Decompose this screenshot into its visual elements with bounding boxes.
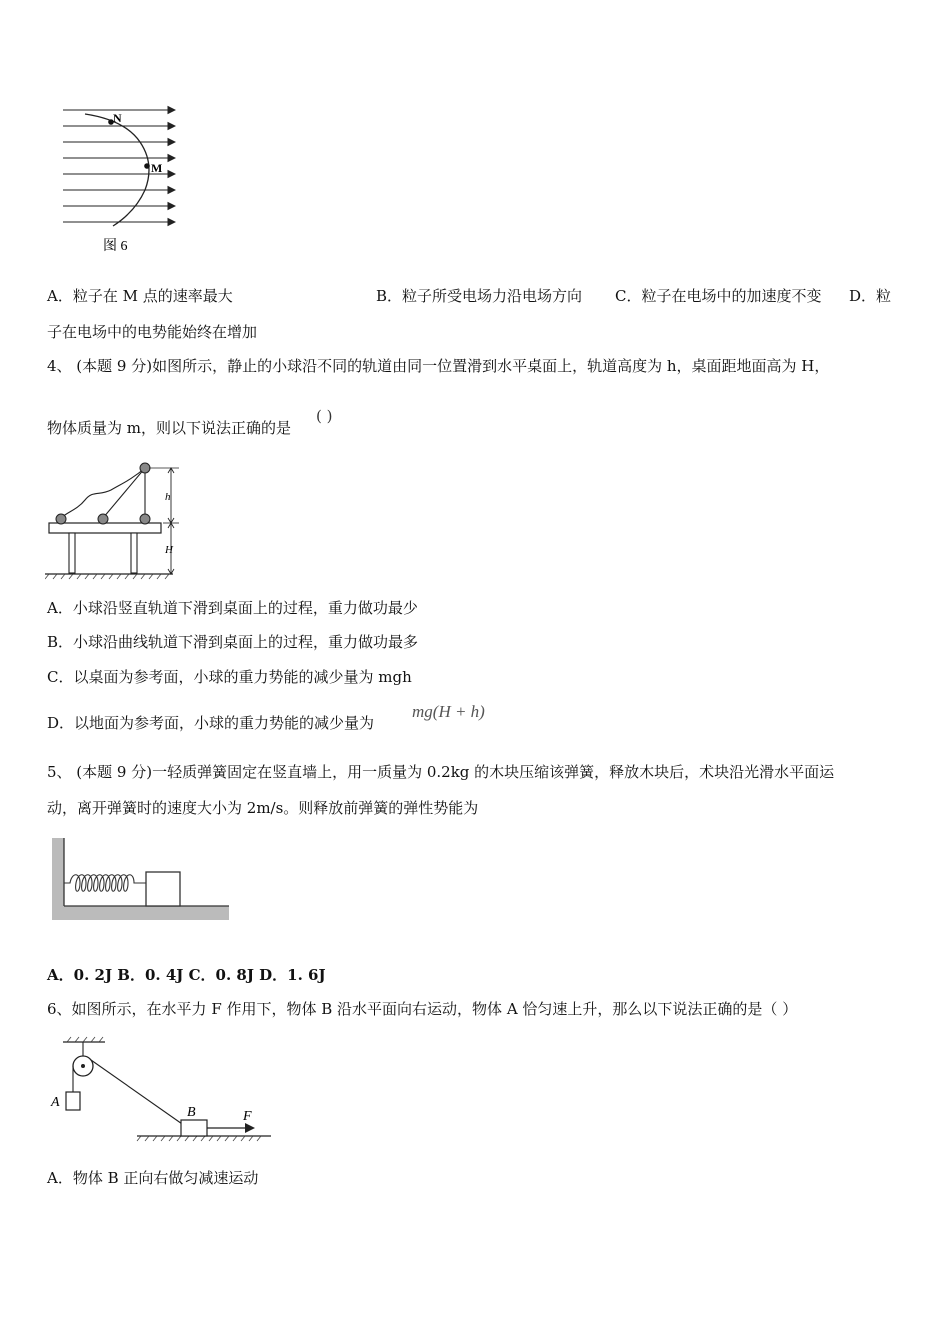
- figure-caption: 图 6: [103, 239, 128, 254]
- q3-option-b: B．粒子所受电场力沿电场方向: [376, 287, 583, 305]
- table-leg-right: [131, 533, 137, 573]
- q4-stem-line1: 4、 (本题 9 分)如图所示，静止的小球沿不同的轨道由同一位置滑到水平桌面上，轨道高度为 h，桌面距地面高为 H，: [47, 357, 830, 375]
- figure-q4-tracks-table: [45, 460, 195, 585]
- rope-b: [91, 1060, 185, 1126]
- ball-middle: [98, 514, 108, 524]
- q4-answer-paren: ( ): [316, 407, 333, 425]
- ball-right: [140, 514, 150, 524]
- q5-stem-line2: 动，离开弹簧时的速度大小为 2m/s。则释放前弹簧的弹性势能为: [47, 799, 479, 817]
- block: [146, 872, 180, 906]
- trajectory-curve: [85, 114, 149, 226]
- q4-option-d: D．以地面为参考面，小球的重力势能的减少量为: [47, 714, 375, 732]
- table-top: [49, 523, 161, 533]
- table-leg-left: [69, 533, 75, 573]
- block-a: [66, 1092, 80, 1110]
- spring: [64, 875, 146, 892]
- q3-option-c: C．粒子在电场中的加速度不变: [615, 287, 822, 305]
- label-a: A: [51, 1095, 60, 1110]
- q3-option-d-head: D．粒: [849, 287, 892, 305]
- wall: [52, 838, 64, 920]
- q5-options: A．0. 2J B．0. 4J C．0. 8J D．1. 6J: [47, 966, 326, 984]
- label-big-h: H: [165, 544, 173, 556]
- curved-track: [61, 468, 145, 518]
- q3-option-a: A．粒子在 M 点的速率最大: [47, 287, 233, 305]
- label-n: N: [113, 111, 122, 125]
- q3-option-d-tail: 子在电场中的电势能始终在增加: [47, 323, 258, 341]
- q6-stem: 6、如图所示，在水平力 F 作用下，物体 B 沿水平面向右运动，物体 A 恰匀速上升，那么以下说法正确的是（ ）: [47, 1000, 798, 1018]
- floor: [64, 906, 229, 920]
- label-m: M: [151, 161, 163, 175]
- label-h: h: [165, 491, 171, 503]
- q4-option-d-formula: mg(H + h): [412, 702, 485, 721]
- straight-track: [103, 468, 145, 518]
- figure-q6-pulley: [45, 1036, 275, 1148]
- q4-option-b: B．小球沿曲线轨道下滑到桌面上的过程，重力做功最多: [47, 633, 419, 651]
- ball-left: [56, 514, 66, 524]
- ball-top: [140, 463, 150, 473]
- q4-option-c: C．以桌面为参考面，小球的重力势能的减少量为 mgh: [47, 668, 412, 686]
- figure-q5-spring-block: [50, 836, 235, 926]
- q6-option-a: A．物体 B 正向右做匀减速运动: [47, 1169, 259, 1187]
- q5-stem-line1: 5、 (本题 9 分)一轻质弹簧固定在竖直墙上，用一质量为 0.2kg 的木块压缩该弹簧，释放木块后，术块沿光滑水平面运: [47, 763, 835, 781]
- figure-6-electric-field: [55, 100, 185, 260]
- point-m: [144, 163, 150, 169]
- label-f: F: [243, 1109, 252, 1124]
- q4-option-a: A．小球沿竖直轨道下滑到桌面上的过程，重力做功最少: [47, 599, 418, 617]
- label-b: B: [187, 1105, 196, 1120]
- block-b: [181, 1120, 207, 1136]
- q4-stem-line2: 物体质量为 m，则以下说法正确的是: [47, 419, 291, 437]
